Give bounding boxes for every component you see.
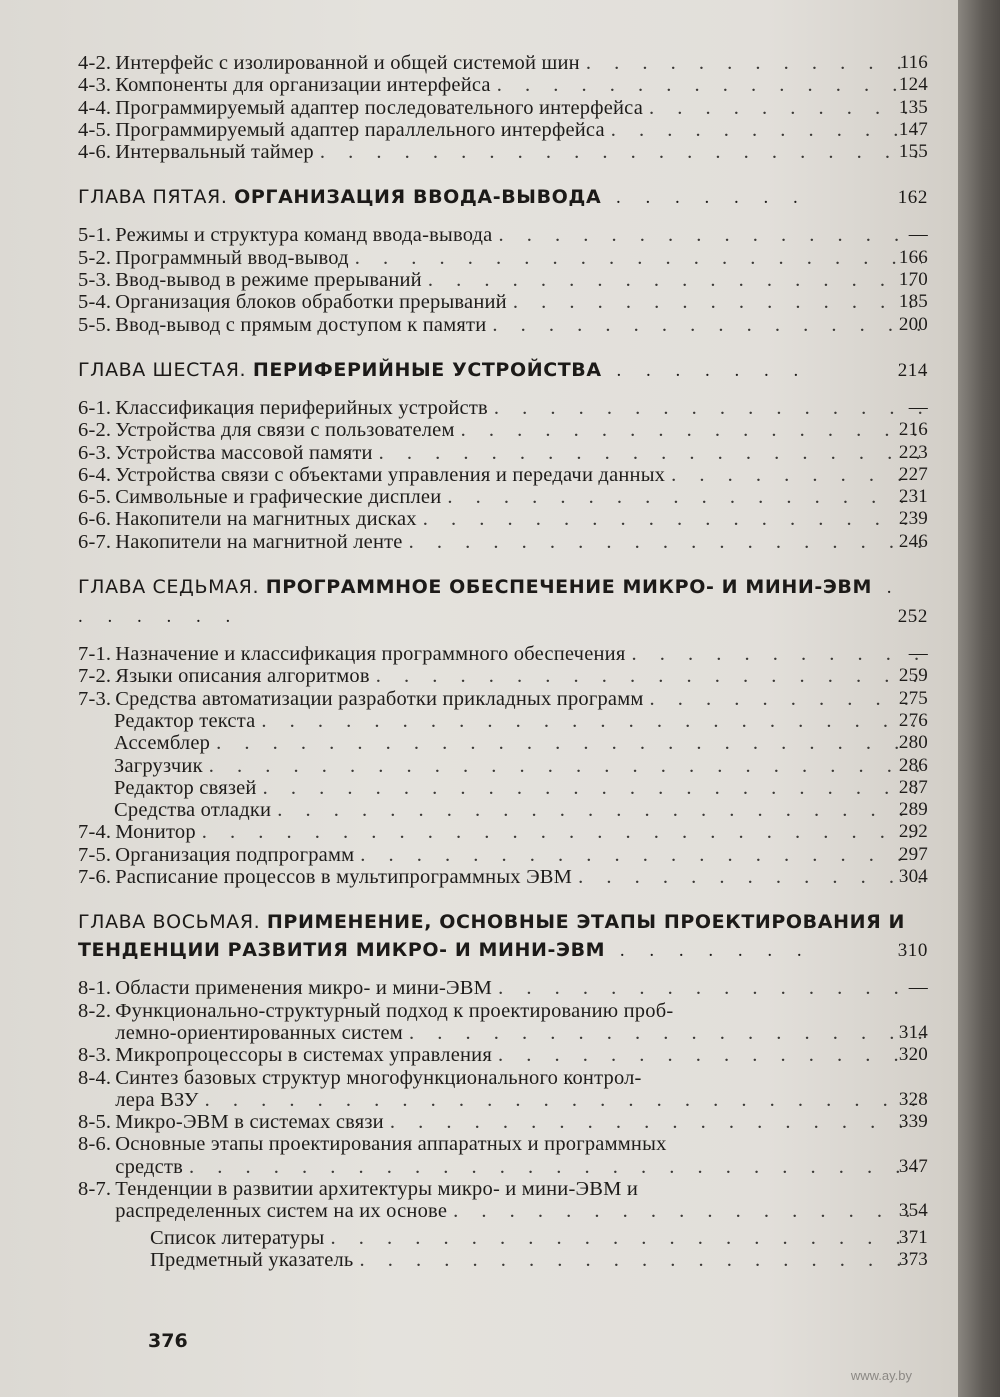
section-title: Микро-ЭВМ в системах связи (115, 1111, 384, 1134)
section-page: 124 (898, 74, 928, 96)
leader-dots (578, 866, 922, 888)
section-number: 8-6. (78, 1133, 112, 1156)
section-page: — (908, 643, 928, 665)
leader-dots (409, 1022, 922, 1044)
section-page: 304 (898, 866, 928, 888)
section-page: 185 (898, 291, 928, 313)
section-title: Программируемый адаптер параллельного интерфейса (115, 118, 605, 141)
toc-entry (78, 141, 928, 163)
chapter-heading (78, 573, 928, 631)
chapter-label: ГЛАВА СЕДЬМАЯ. (78, 576, 260, 599)
toc-entry (78, 531, 928, 553)
chapter-title: ПЕРИФЕРИЙНЫЕ УСТРОЙСТВА (252, 358, 602, 381)
section-title: Основные этапы проектирования аппаратных и программных (115, 1133, 667, 1156)
section-number: 7-3. (78, 687, 112, 710)
leader-dots (492, 314, 922, 336)
section-page: 328 (898, 1088, 928, 1110)
leader-dots (189, 1156, 922, 1178)
section-title: Устройства для связи с пользователем (115, 419, 455, 442)
toc-entry (78, 1200, 928, 1222)
section-page: 155 (898, 141, 928, 163)
section-title: Ввод-вывод в режиме прерываний (115, 269, 422, 292)
section-number: 8-5. (78, 1111, 112, 1134)
leader-dots (261, 710, 922, 732)
toc-entry (78, 1067, 928, 1089)
toc-entry (78, 224, 928, 246)
leader-dots (498, 1044, 922, 1066)
leader-dots (263, 777, 922, 799)
section-page: 347 (898, 1155, 928, 1177)
section-title: Накопители на магнитной ленте (115, 530, 403, 553)
section-title: Расписание процессов в мультипрограммных ЭВМ (115, 866, 573, 889)
section-page: 227 (898, 463, 928, 485)
section-page: 280 (898, 732, 928, 754)
section-number: 6-4. (78, 463, 112, 486)
toc-entry (78, 1156, 928, 1178)
toc-entry (78, 688, 928, 710)
section-title: Ввод-вывод с прямым доступом к памяти (115, 313, 487, 336)
toc-entry (78, 1000, 928, 1022)
leader-dots (277, 799, 922, 821)
section-number: 8-2. (78, 999, 112, 1022)
section-page: 339 (898, 1111, 928, 1133)
toc-entry (78, 269, 928, 291)
section-title: Программный ввод-вывод (115, 246, 349, 269)
toc-entry (78, 291, 928, 313)
leader-dots (499, 224, 923, 246)
section-title: Средства отладки (114, 799, 272, 822)
chapter-heading (78, 356, 928, 385)
section-title: Устройства массовой памяти (115, 441, 373, 464)
section-number: 4-5. (78, 118, 112, 141)
toc-entry (78, 1089, 928, 1111)
section-title: Тенденции в развитии архитектуры микро- и мини-ЭВМ и (115, 1177, 639, 1200)
leader-dots (671, 464, 922, 486)
toc-entry (78, 464, 928, 486)
toc-entry (78, 119, 928, 141)
section-title: Накопители на магнитных дисках (115, 508, 417, 531)
chapter-title: ОРГАНИЗАЦИЯ ВВОДА-ВЫВОДА (234, 186, 602, 209)
section-number: 6-5. (78, 486, 112, 509)
section-number: 7-6. (78, 866, 112, 889)
section-title: Загрузчик (114, 754, 203, 777)
section-number: 6-1. (78, 396, 112, 419)
toc-entry (78, 314, 928, 336)
section-number: 8-4. (78, 1066, 112, 1089)
toc-entry (78, 397, 928, 419)
section-title: Классификация периферийных устройств (115, 396, 488, 419)
toc-entry (78, 508, 928, 530)
section-title: Организация блоков обработки прерываний (115, 291, 507, 314)
toc-entry (78, 777, 928, 799)
leader-dots (379, 442, 922, 464)
section-page: 116 (899, 52, 928, 73)
section-title: Программируемый адаптер последовательного интерфейса (115, 96, 644, 119)
leader-dots (409, 531, 922, 553)
section-title: Монитор (115, 821, 196, 844)
toc-entry (78, 643, 928, 665)
section-number: 7-2. (78, 665, 112, 688)
section-page: 354 (898, 1200, 928, 1222)
toc-entry (78, 1022, 928, 1044)
leader-dots (453, 1200, 922, 1222)
section-title: Предметный указатель (150, 1248, 354, 1271)
toc-entry (78, 665, 928, 687)
section-page: 287 (898, 776, 928, 798)
chapter-page: 310 (897, 940, 928, 962)
section-page: — (908, 977, 928, 999)
section-number: 4-2. (78, 52, 112, 74)
toc-entry (78, 710, 928, 732)
section-number: 6-2. (78, 419, 112, 442)
section-number: 5-4. (78, 291, 112, 314)
toc-entry (78, 442, 928, 464)
leader-dots (498, 977, 922, 999)
section-number: 5-5. (78, 313, 112, 336)
leader-dots (355, 247, 922, 269)
section-title: Режимы и структура команд ввода-вывода (115, 224, 493, 247)
leader-dots (376, 665, 922, 687)
toc-entry (78, 844, 928, 866)
leader-dots (494, 397, 922, 419)
toc-entry (78, 1227, 928, 1249)
section-number: 4-3. (78, 74, 112, 97)
section-page: 297 (898, 843, 928, 865)
leader-dots: . . . . . . . (78, 577, 902, 628)
page-number: 376 (148, 1330, 188, 1352)
chapter-page: 214 (897, 359, 928, 381)
chapter-title: ПРОГРАММНОЕ ОБЕСПЕЧЕНИЕ МИКРО- И МИНИ-ЭВМ (265, 576, 872, 599)
leader-dots: . . . . . . . (601, 187, 808, 209)
leader-dots (202, 821, 922, 843)
section-page: 314 (898, 1021, 928, 1043)
chapter-label: ГЛАВА ПЯТАЯ. (78, 186, 228, 209)
toc-entry (78, 821, 928, 843)
leader-dots (497, 74, 922, 96)
toc-entry (78, 1111, 928, 1133)
section-page: 373 (898, 1248, 928, 1270)
toc-entry (78, 247, 928, 269)
section-title: Интервальный таймер (115, 141, 314, 164)
watermark: www.ay.by (850, 1368, 912, 1383)
leader-dots (331, 1227, 923, 1249)
leader-dots (209, 755, 922, 777)
section-title: Области применения микро- и мини-ЭВМ (115, 977, 493, 1000)
toc-entry (78, 755, 928, 777)
section-title: Микропроцессоры в системах управления (115, 1044, 492, 1067)
section-number: 6-6. (78, 508, 112, 531)
section-title: Интерфейс с изолированной и общей системой шин (115, 52, 580, 74)
page-edge-shadow (958, 0, 1000, 1397)
toc-entry (78, 799, 928, 821)
leader-dots (586, 52, 922, 74)
section-title: распределенных систем на их основе (115, 1200, 448, 1223)
section-page: 286 (898, 754, 928, 776)
leader-dots (360, 1249, 923, 1271)
section-title: Редактор текста (114, 709, 256, 732)
section-title: Функционально-структурный подход к проектированию проб- (115, 999, 674, 1022)
section-number: 8-7. (78, 1177, 112, 1200)
leader-dots (320, 141, 922, 163)
section-title: Назначение и классификация программного обеспечения (115, 643, 626, 666)
section-page: 135 (898, 96, 928, 118)
section-title: Организация подпрограмм (115, 843, 355, 866)
leader-dots: . . . . . . . (605, 940, 812, 962)
section-page: 200 (898, 313, 928, 335)
toc-entry (78, 1178, 928, 1200)
section-page: 166 (898, 246, 928, 268)
section-page: 320 (898, 1044, 928, 1066)
section-title: Символьные и графические дисплеи (115, 486, 442, 509)
toc-entry (78, 732, 928, 754)
section-number: 4-4. (78, 96, 112, 119)
chapter-title: ПРИМЕНЕНИЕ, ОСНОВНЫЕ ЭТАПЫ ПРОЕКТИРОВАНИЯ И ТЕНДЕНЦИИ РАЗВИТИЯ МИКРО- И МИНИ-ЭВМ (78, 911, 906, 962)
toc-entry (78, 1133, 928, 1155)
section-title: Редактор связей (114, 776, 257, 799)
toc-entry (78, 97, 928, 119)
section-title: средств (115, 1155, 184, 1178)
section-title: Ассемблер (114, 732, 211, 755)
leader-dots (447, 486, 922, 508)
table-of-contents (78, 52, 928, 1271)
toc-entry (78, 1044, 928, 1066)
section-page: 292 (898, 821, 928, 843)
chapter-page: 252 (897, 606, 928, 628)
leader-dots (205, 1089, 922, 1111)
chapter-heading (78, 908, 928, 965)
toc-entry (78, 419, 928, 441)
section-page: 276 (898, 709, 928, 731)
section-title: Средства автоматизации разработки прикладных программ (115, 687, 644, 710)
section-page: 223 (898, 441, 928, 463)
section-title: Языки описания алгоритмов (115, 665, 370, 688)
chapter-label: ГЛАВА ВОСЬМАЯ. (78, 911, 261, 934)
section-title: лера ВЗУ (115, 1088, 199, 1111)
section-title: Синтез базовых структур многофункционального контрол- (115, 1066, 642, 1089)
toc-entry (78, 74, 928, 96)
section-number: 7-1. (78, 643, 112, 666)
section-page: 259 (898, 665, 928, 687)
leader-dots (611, 119, 922, 141)
section-page: 170 (898, 269, 928, 291)
section-page: 289 (898, 799, 928, 821)
section-number: 5-3. (78, 269, 112, 292)
section-number: 7-4. (78, 821, 112, 844)
section-number: 6-7. (78, 530, 112, 553)
section-number: 5-1. (78, 224, 112, 247)
section-page: — (908, 396, 928, 418)
toc-entry (78, 866, 928, 888)
section-page: 246 (898, 530, 928, 552)
leader-dots (360, 844, 922, 866)
leader-dots (631, 643, 922, 665)
leader-dots: . . . . . . . (601, 359, 809, 381)
leader-dots (423, 508, 922, 530)
chapter-page: 162 (897, 187, 928, 209)
section-title: лемно-ориентированных систем (115, 1021, 403, 1044)
toc-entry (78, 486, 928, 508)
toc-entry (78, 977, 928, 999)
leader-dots (428, 269, 922, 291)
leader-dots (461, 419, 922, 441)
section-number: 5-2. (78, 246, 112, 269)
section-number: 4-6. (78, 141, 112, 164)
leader-dots (649, 97, 922, 119)
leader-dots (513, 291, 922, 313)
section-title: Список литературы (150, 1226, 325, 1249)
toc-entry (78, 1249, 928, 1271)
leader-dots (390, 1111, 922, 1133)
section-title: Устройства связи с объектами управления и передачи данных (115, 463, 666, 486)
leader-dots (216, 732, 922, 754)
section-number: 8-1. (78, 977, 112, 1000)
section-page: — (908, 224, 928, 246)
section-number: 8-3. (78, 1044, 112, 1067)
section-page: 371 (898, 1226, 928, 1248)
section-number: 7-5. (78, 843, 112, 866)
section-page: 216 (898, 419, 928, 441)
section-number: 6-3. (78, 441, 112, 464)
chapter-heading (78, 183, 928, 212)
section-page: 231 (898, 486, 928, 508)
section-title: Компоненты для организации интерфейса (115, 74, 491, 97)
chapter-label: ГЛАВА ШЕСТАЯ. (78, 358, 247, 381)
section-page: 239 (898, 508, 928, 530)
section-page: 275 (898, 687, 928, 709)
leader-dots (650, 688, 922, 710)
section-page: 147 (898, 118, 928, 140)
toc-entry (78, 52, 928, 74)
